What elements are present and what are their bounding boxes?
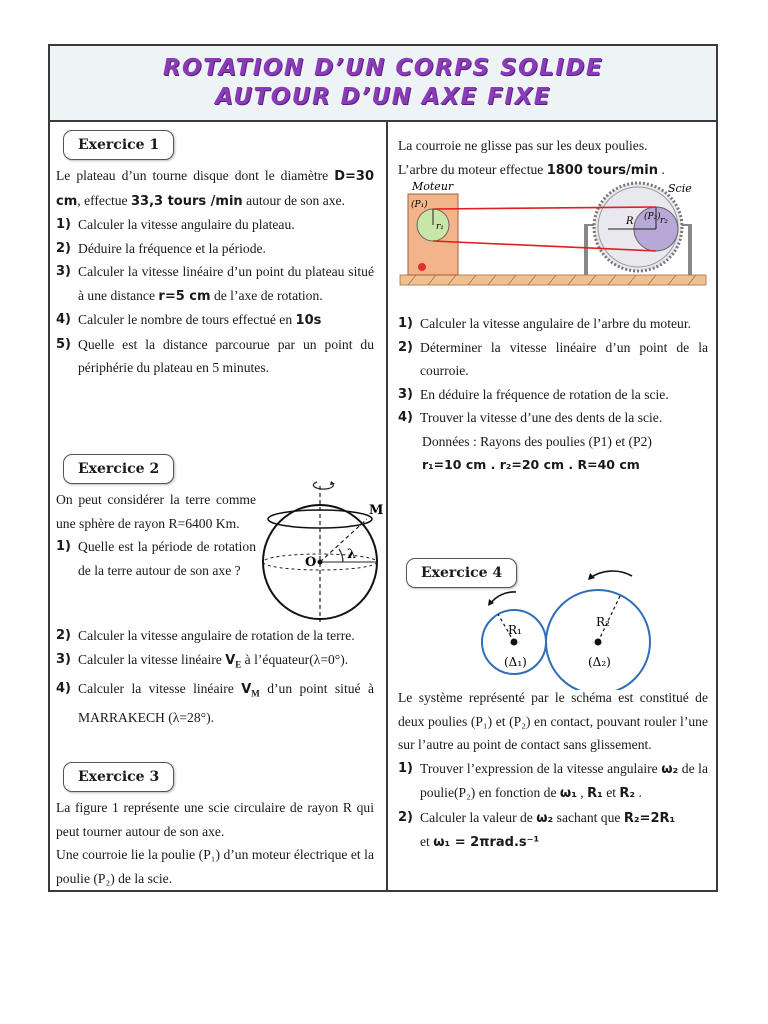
ex2-question-3: 3) Calculer la vitesse linéaire $V_E$ à l’équateur(λ=0°). <box>56 651 349 670</box>
rotation-arrow-left-icon <box>490 592 516 604</box>
ex1-intro: Le plateau d’un tourne disque dont le diamètre D=30 cm, effectue 33,3 tours /min autour de son axe. <box>56 168 374 209</box>
lambda-label: λ <box>347 547 357 562</box>
ex2-lower <box>56 624 374 729</box>
two-pulleys-figure <box>470 566 670 690</box>
ex1-question-1: 1) Calculer la vitesse angulaire du plateau. <box>56 217 295 232</box>
title-line-2: AUTOUR D’UN AXE FIXE <box>215 84 551 110</box>
svg-text:R₂: R₂ <box>596 615 610 629</box>
rotation-arrow-icon <box>313 482 333 489</box>
svg-text:r₁: r₁ <box>436 222 444 232</box>
ex4-intro: Le système représenté par le schéma est constitué de deux poulies (P₁) et (P₂) en contact, pouvant rouler l’une sur l’autre au point de contact sans glissement. <box>398 690 708 752</box>
document-header <box>50 46 716 122</box>
point-m-label: M <box>369 503 384 518</box>
svg-text:(P₂): (P₂) <box>644 212 661 222</box>
ex1-question-5: 5) Quelle est la distance parcourue par un point du périphérie du plateau en 5 minutes. <box>56 336 374 375</box>
ex3-questions <box>398 312 708 477</box>
ex2-question-1: 1) Quelle est la période de rotation de la terre autour de son axe ? <box>56 539 256 578</box>
ex4-question-2: 2) Calculer la valeur de ω₂ sachant que R₂=2R₁ et ω₁ = 2πrad.s⁻¹ <box>398 809 676 850</box>
exercise-2-badge: Exercice 2 <box>63 454 174 484</box>
ex2-upper <box>56 454 256 582</box>
ex3-right-top <box>398 134 708 182</box>
exercise-3-badge: Exercice 3 <box>63 762 174 792</box>
saw-label: Scie <box>668 182 692 195</box>
rotation-arrow-right-icon <box>590 571 632 578</box>
exercise-4-badge: Exercice 4 <box>406 558 517 588</box>
ex3-question-2: 2) Déterminer la vitesse linéaire d’un point de la courroie. <box>398 339 708 378</box>
document-frame <box>48 44 718 892</box>
exercise-1-badge: Exercice 1 <box>63 130 174 160</box>
svg-text:(Δ₂): (Δ₂) <box>588 655 611 669</box>
ex3-question-4: 4) Trouver la vitesse d’une des dents de la scie. <box>398 410 663 425</box>
ex3-left <box>56 762 374 890</box>
ex4-question-1: 1) Trouver l’expression de la vitesse angulaire ω₂ de la poulie(P₂) en fonction de ω₁ , R₁ et R₂ . <box>398 760 708 801</box>
title-line-1: ROTATION D’UN CORPS SOLIDE <box>162 55 604 81</box>
point-o-label: O <box>305 555 317 570</box>
svg-text:(Δ₁): (Δ₁) <box>504 655 527 669</box>
saw-motor-figure <box>398 179 710 289</box>
ex2-question-4: 4) Calculer la vitesse linéaire $V_M$ d’un point situé à MARRAKECH (λ=28°). <box>56 680 374 725</box>
ex3-paragraph-1: La figure 1 représente une scie circulaire de rayon R qui peut tourner autour de son axe. <box>56 800 374 839</box>
ex3-values: r₁=10 cm . r₂=20 cm . R=40 cm <box>422 457 640 472</box>
ex3-paragraph-2: Une courroie lie la poulie (P₁) d’un moteur électrique et la poulie (P₂) de la scie. <box>56 847 374 886</box>
ex3-paragraph-4: L’arbre du moteur effectue 1800 tours/min . <box>398 161 665 178</box>
ex4-text <box>398 686 708 855</box>
left-column <box>56 130 374 380</box>
ex3-question-3: 3) En déduire la fréquence de rotation de la scie. <box>398 386 669 402</box>
ex1-question-3: 3) Calculer la vitesse linéaire d’un point du plateau situé à une distance r=5 cm de l’axe de rotation. <box>56 264 374 304</box>
ex3-question-1: 1) Calculer la vitesse angulaire de l’arbre du moteur. <box>398 316 692 331</box>
svg-text:R₁: R₁ <box>508 623 522 637</box>
ex2-intro: On peut considérer la terre comme une sphère de rayon R=6400 Km. <box>56 492 256 531</box>
svg-text:r₂: r₂ <box>660 216 668 226</box>
ex1-question-4: 4) Calculer le nombre de tours effectué en 10s <box>56 312 322 328</box>
svg-text:(P₁): (P₁) <box>411 200 428 210</box>
earth-sphere-figure <box>255 472 390 632</box>
ex3-paragraph-3: La courroie ne glisse pas sur les deux poulies. <box>398 138 648 153</box>
ex2-question-2: 2) Calculer la vitesse angulaire de rotation de la terre. <box>56 628 355 643</box>
ex3-data: Données : Rayons des poulies (P1) et (P2) <box>422 433 652 449</box>
ex1-question-2: 2) Déduire la fréquence et la période. <box>56 240 266 256</box>
svg-text:R: R <box>626 216 634 227</box>
motor-label: Moteur <box>412 180 454 193</box>
